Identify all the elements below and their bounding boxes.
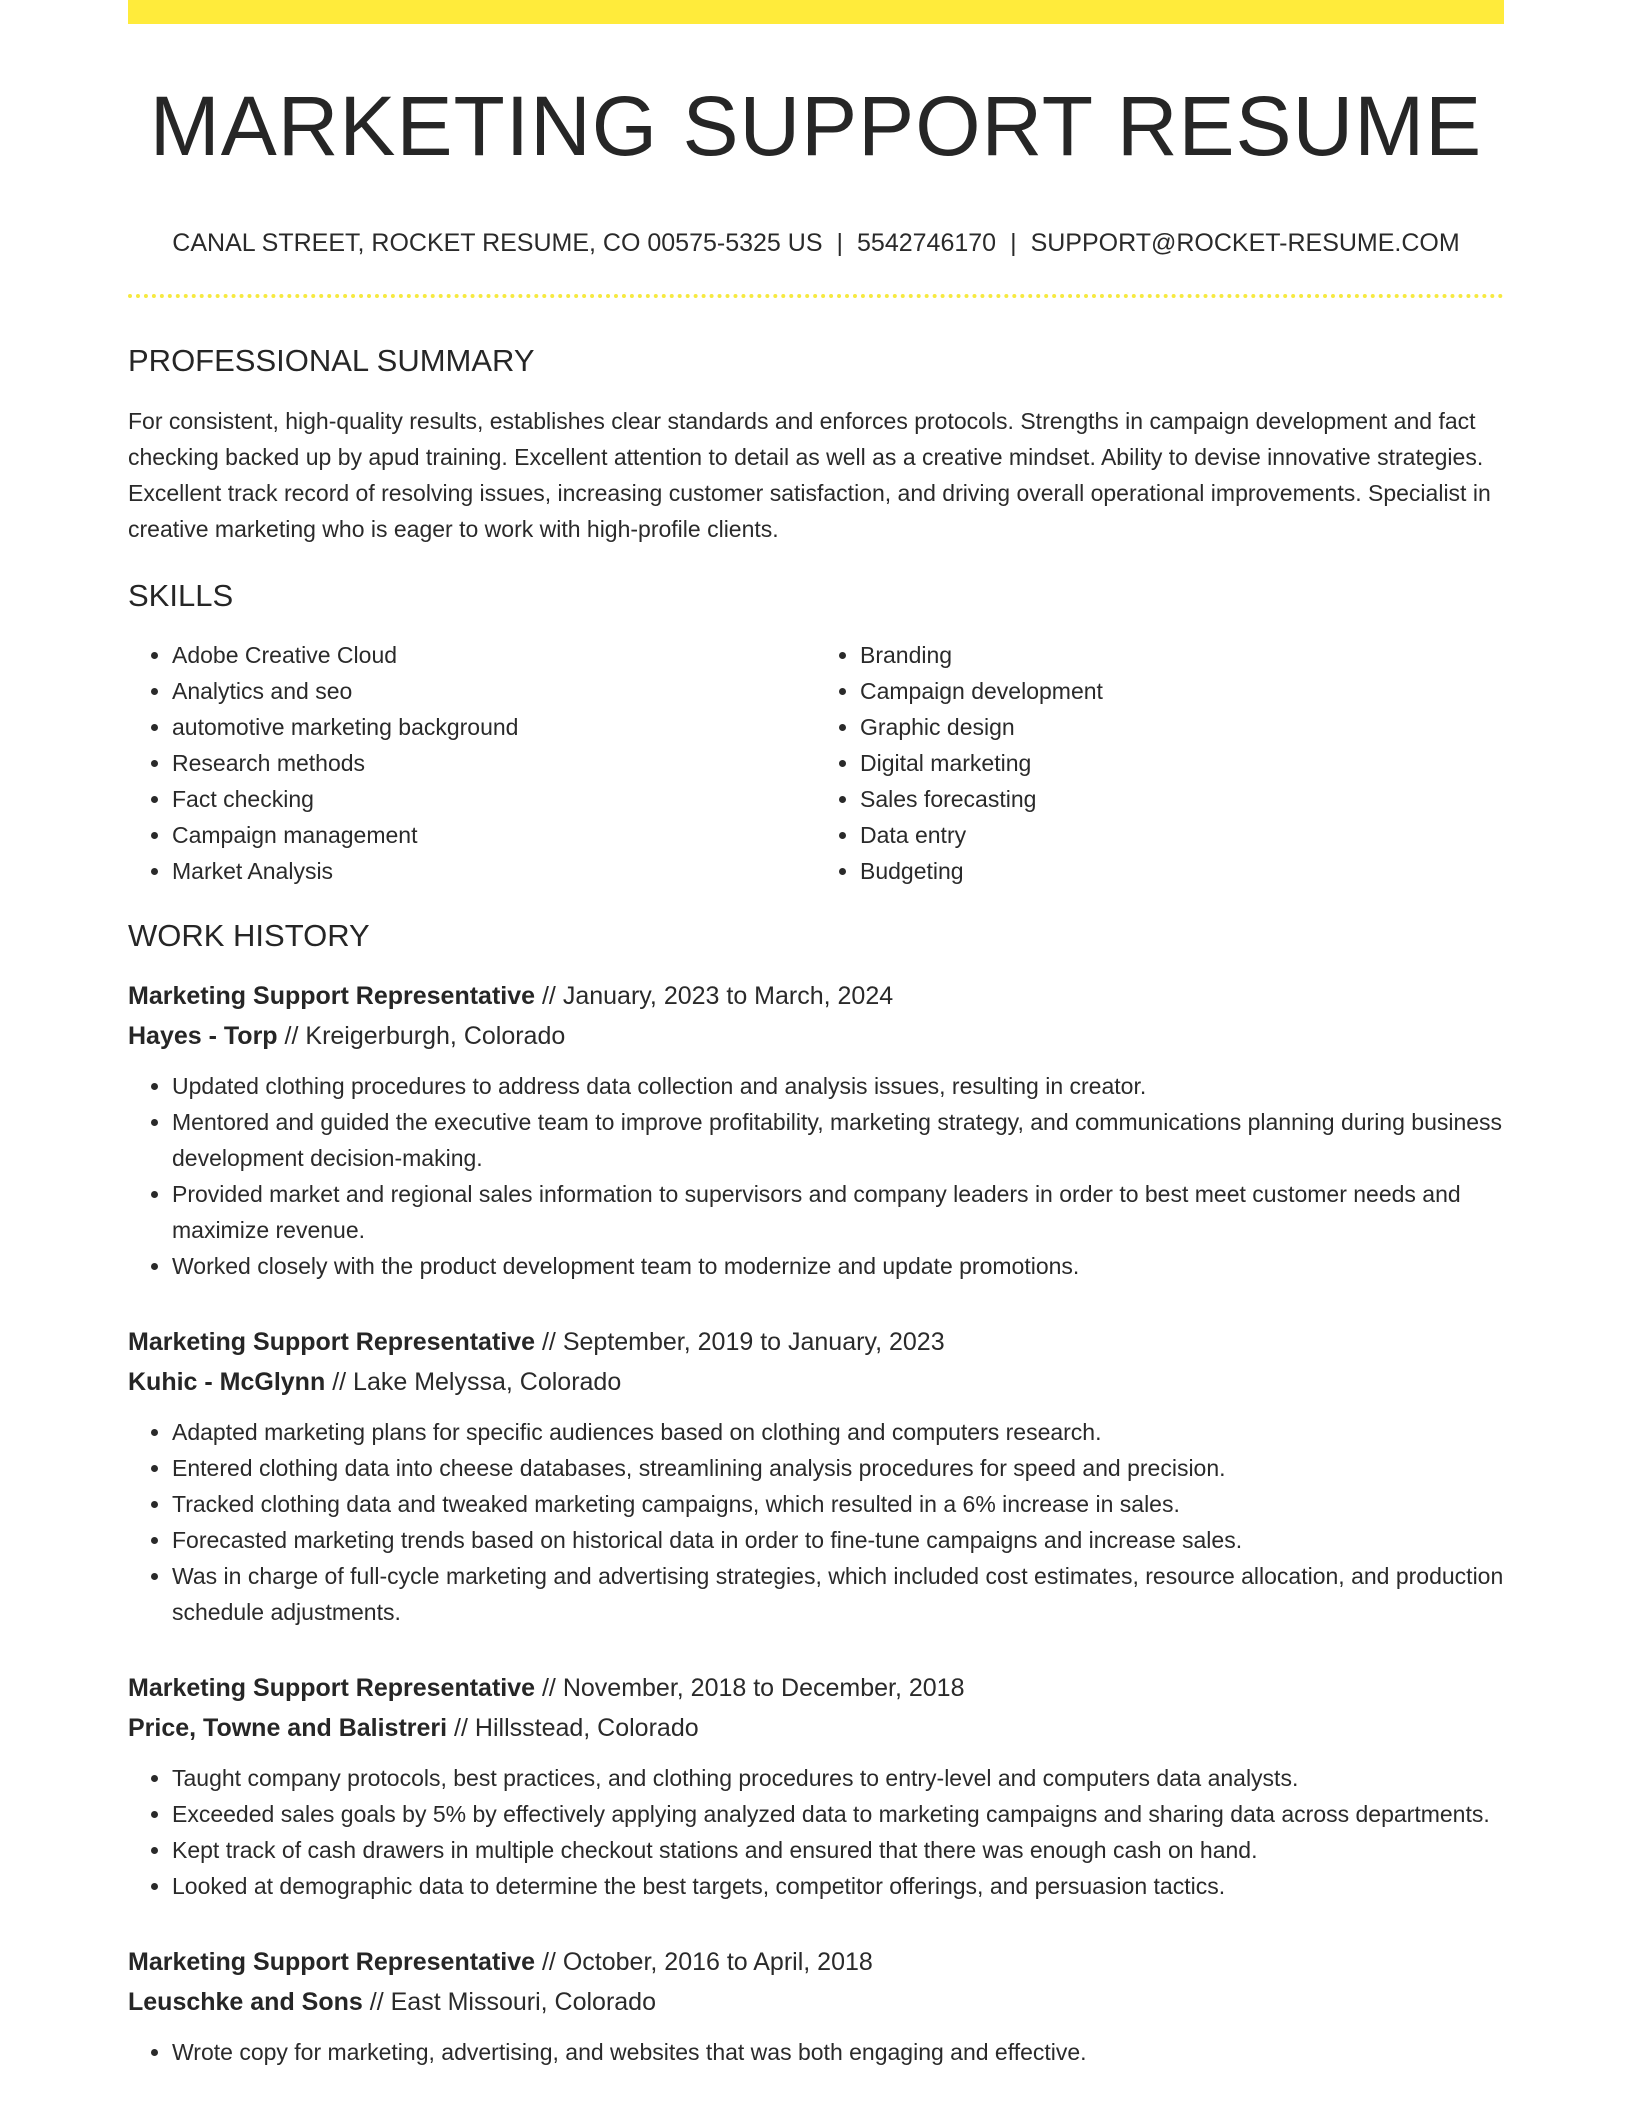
contact-line (128, 228, 1504, 258)
job-separator: // (369, 1987, 384, 2016)
skill-item: • Market Analysis (172, 853, 816, 889)
job-separator: // (284, 1021, 299, 1050)
job-entry (128, 1668, 1504, 1904)
job-company: Price, Towne and Balistreri (128, 1713, 448, 1742)
job-company-line (128, 1982, 1504, 2022)
job-entry (128, 1942, 1504, 2070)
job-bullet: • Mentored and guided the executive team to improve profitability, marketing strategy, and communications planning during business development decision-making. (172, 1104, 1504, 1176)
skills-left-list (128, 637, 816, 889)
job-entry (128, 976, 1504, 1284)
job-company-line (128, 1016, 1504, 1056)
accent-bar (128, 0, 1504, 24)
contact-separator: | (836, 229, 844, 258)
skill-item: • Adobe Creative Cloud (172, 637, 816, 673)
skill-item: • Fact checking (172, 781, 816, 817)
resume-page (128, 0, 1504, 2070)
job-bullet: • Looked at demographic data to determine the best targets, competitor offerings, and persuasion tactics. (172, 1868, 1504, 1904)
job-separator: // (541, 1673, 556, 1702)
job-separator: // (541, 1327, 556, 1356)
work-history-list (128, 976, 1504, 2070)
job-title-line (128, 976, 1504, 1016)
job-company: Hayes - Torp (128, 1021, 278, 1050)
job-dates: October, 2016 to April, 2018 (562, 1947, 873, 1976)
dotted-divider (128, 294, 1504, 298)
job-role: Marketing Support Representative (128, 981, 536, 1010)
job-location: Hillsstead, Colorado (474, 1713, 699, 1742)
contact-address: CANAL STREET, ROCKET RESUME, CO 00575-5325 US (172, 229, 823, 258)
job-bullet: • Entered clothing data into cheese databases, streamlining analysis procedures for speed and precision. (172, 1450, 1504, 1486)
job-separator: // (454, 1713, 468, 1742)
job-bullets (128, 2034, 1504, 2070)
job-company: Leuschke and Sons (128, 1987, 363, 2016)
skills-right-list (816, 637, 1504, 889)
skill-item: • Sales forecasting (860, 781, 1504, 817)
skill-item: • Digital marketing (860, 745, 1504, 781)
skills-heading: SKILLS (128, 578, 234, 614)
job-separator: // (541, 1947, 556, 1976)
job-role: Marketing Support Representative (128, 1327, 536, 1356)
resume-title: MARKETING SUPPORT RESUME (149, 79, 1483, 173)
skill-item: • Campaign management (172, 817, 816, 853)
job-location: Lake Melyssa, Colorado (353, 1367, 622, 1396)
skill-item: • Research methods (172, 745, 816, 781)
job-company-line (128, 1362, 1504, 1402)
summary-text: For consistent, high-quality results, establishes clear standards and enforces protocols. Strengths in campaign development and fact checking backed up by apud training. Excellent attention to detail as well as a creative mindset. Ability to devise innovative strategies. Excellent track record of resolving issues, increasing customer satisfaction, and driving overall operational improvements. Specialist in creative marketing who is eager to work with high-profile clients. (128, 408, 1491, 543)
job-separator: // (541, 981, 556, 1010)
job-bullet: • Was in charge of full-cycle marketing and advertising strategies, which included cost estimates, resource allocation, and production schedule adjustments. (172, 1558, 1504, 1630)
job-separator: // (332, 1367, 347, 1396)
skill-item: • Branding (860, 637, 1504, 673)
job-bullet: • Taught company protocols, best practices, and clothing procedures to entry-level and computers data analysts. (172, 1760, 1504, 1796)
job-bullet: • Updated clothing procedures to address data collection and analysis issues, resulting in creator. (172, 1068, 1504, 1104)
job-role: Marketing Support Representative (128, 1673, 536, 1702)
job-dates: November, 2018 to December, 2018 (562, 1673, 965, 1702)
job-dates: September, 2019 to January, 2023 (562, 1327, 945, 1356)
job-bullet: • Adapted marketing plans for specific audiences based on clothing and computers research. (172, 1414, 1504, 1450)
job-dates: January, 2023 to March, 2024 (562, 981, 894, 1010)
job-bullet: • Wrote copy for marketing, advertising, and websites that was both engaging and effective. (172, 2034, 1504, 2070)
job-company: Kuhic - McGlynn (128, 1367, 326, 1396)
job-bullet: • Exceeded sales goals by 5% by effectively applying analyzed data to marketing campaigns and sharing data across departments. (172, 1796, 1504, 1832)
contact-phone: 5542746170 (857, 229, 997, 258)
skill-item: • automotive marketing background (172, 709, 816, 745)
job-company-line (128, 1708, 1504, 1748)
contact-email: SUPPORT@ROCKET-RESUME.COM (1030, 229, 1460, 258)
job-entry (128, 1322, 1504, 1630)
job-bullet: • Kept track of cash drawers in multiple checkout stations and ensured that there was enough cash on hand. (172, 1832, 1504, 1868)
job-role: Marketing Support Representative (128, 1947, 536, 1976)
skill-item: • Analytics and seo (172, 673, 816, 709)
job-bullets (128, 1414, 1504, 1630)
job-bullet: • Provided market and regional sales information to supervisors and company leaders in order to best meet customer needs and maximize revenue. (172, 1176, 1504, 1248)
job-bullet: • Tracked clothing data and tweaked marketing campaigns, which resulted in a 6% increase in sales. (172, 1486, 1504, 1522)
skill-item: • Campaign development (860, 673, 1504, 709)
summary-heading: PROFESSIONAL SUMMARY (128, 343, 535, 379)
job-bullet: • Forecasted marketing trends based on historical data in order to fine-tune campaigns and increase sales. (172, 1522, 1504, 1558)
contact-separator: | (1010, 229, 1017, 258)
skill-item: • Budgeting (860, 853, 1504, 889)
job-bullet: • Worked closely with the product development team to modernize and update promotions. (172, 1248, 1504, 1284)
skill-item: • Graphic design (860, 709, 1504, 745)
job-title-line (128, 1322, 1504, 1362)
job-bullets (128, 1760, 1504, 1904)
job-location: Kreigerburgh, Colorado (305, 1021, 566, 1050)
skill-item: • Data entry (860, 817, 1504, 853)
job-location: East Missouri, Colorado (390, 1987, 656, 2016)
skills-grid (128, 637, 1504, 889)
job-title-line (128, 1942, 1504, 1982)
job-bullets (128, 1068, 1504, 1284)
work-history-heading: WORK HISTORY (128, 917, 370, 953)
job-title-line (128, 1668, 1504, 1708)
